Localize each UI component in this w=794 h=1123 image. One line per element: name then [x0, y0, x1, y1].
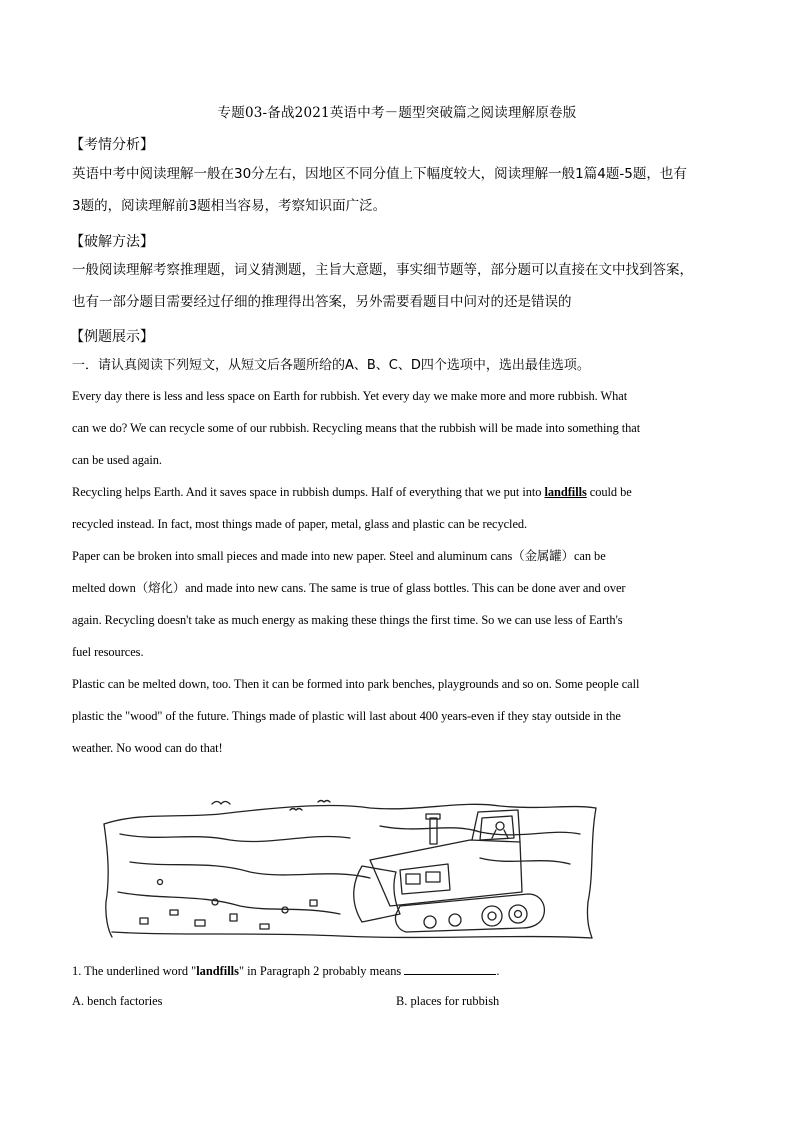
passage-line: again. Recycling doesn't take as much energy as making these things the first time. So we can use less of Earth's: [72, 613, 623, 627]
question-1: [72, 962, 499, 979]
passage-line: melted down（熔化）and made into new cans. The same is true of glass bottles. This can be done aver and over: [72, 581, 626, 595]
question-text: 1. The underlined word ": [72, 964, 197, 978]
passage-line: Every day there is less and less space on Earth for rubbish. Yet every day we make more and more rubbish. What: [72, 389, 628, 403]
bird-icon: [290, 809, 302, 811]
method-line-2: 也有一部分题目需要经过仔细的推理得出答案，另外需要看题目中问对的还是错误的: [72, 294, 572, 310]
reading-passage: [72, 380, 732, 764]
underlined-word-landfills: landfills: [544, 485, 587, 499]
analysis-line-1: 英语中考中阅读理解一般在30分左右，因地区不同分值上下幅度较大，阅读理解一般1篇4题-5题，也有: [72, 166, 687, 182]
bird-icon: [212, 802, 230, 805]
passage-line: Plastic can be melted down, too. Then it can be formed into park benches, playgrounds and so on. Some people call: [72, 677, 640, 691]
question-period: .: [496, 964, 500, 978]
passage-fragment: Recycling helps Earth. And it saves space in rubbish dumps. Half of everything that we put into: [72, 485, 545, 499]
passage-line: fuel resources.: [72, 645, 144, 659]
option-a: A. bench factories: [72, 994, 163, 1008]
passage-line: weather. No wood can do that!: [72, 741, 223, 755]
document-title: 专题03-备战2021英语中考－题型突破篇之阅读理解原卷版: [217, 105, 577, 121]
option-b: B. places for rubbish: [396, 994, 500, 1008]
instruction-line: 一．请认真阅读下列短文，从短文后各题所给的A、B、C、D四个选项中，选出最佳选项。: [72, 358, 590, 373]
question-keyword: landfills: [196, 964, 239, 978]
bird-icon: [318, 801, 330, 803]
passage-line: [72, 476, 732, 508]
method-heading: 【破解方法】: [70, 234, 154, 250]
question-text: " in Paragraph 2 probably means: [238, 964, 405, 978]
analysis-text: [72, 158, 732, 222]
answer-blank: [404, 962, 496, 975]
analysis-heading: 【考情分析】: [70, 137, 154, 153]
passage-line: recycled instead. In fact, most things made of paper, metal, glass and plastic can be recycled.: [72, 517, 528, 531]
example-heading: 【例题展示】: [70, 329, 154, 345]
instruction-text: [72, 350, 732, 382]
passage-line: can be used again.: [72, 453, 162, 467]
passage-line: Paper can be broken into small pieces and made into new paper. Steel and aluminum cans（金属罐）can be: [72, 549, 606, 563]
passage-fragment: could be: [586, 485, 632, 499]
bulldozer-landfill-illustration: [100, 782, 600, 942]
method-line-1: 一般阅读理解考察推理题，词义猜测题，主旨大意题，事实细节题等，部分题可以直接在文中找到答案，: [72, 262, 693, 278]
analysis-line-2: 3题的，阅读理解前3题相当容易，考察知识面广泛。: [72, 198, 387, 214]
method-text: [72, 254, 732, 318]
passage-line: plastic the "wood" of the future. Things made of plastic will last about 400 years-even if they stay outside in the: [72, 709, 621, 723]
passage-line: can we do? We can recycle some of our rubbish. Recycling means that the rubbish will be made into something that: [72, 421, 641, 435]
